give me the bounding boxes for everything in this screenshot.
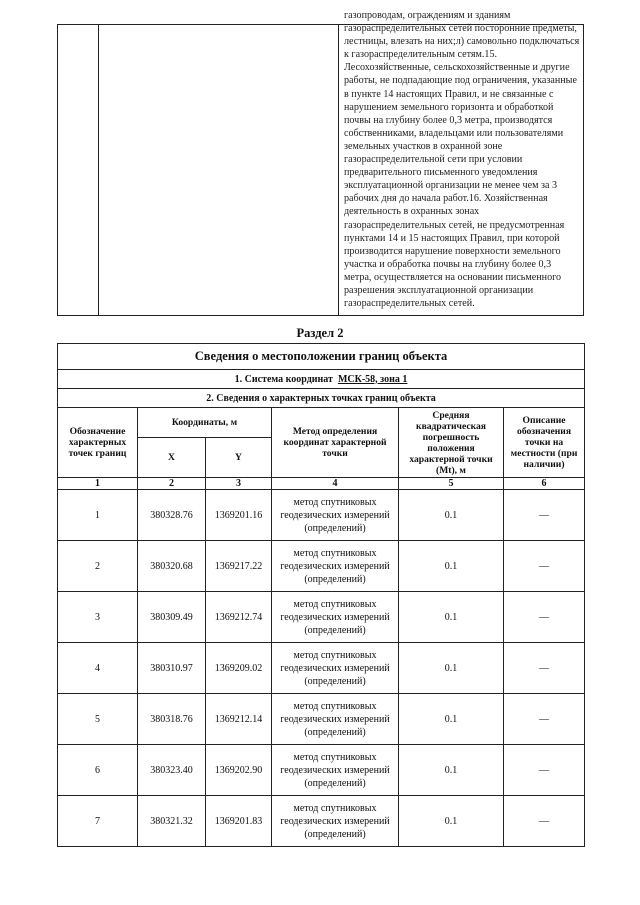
point-description: — [504,796,585,847]
point-accuracy: 0.1 [399,796,504,847]
point-x: 380309.49 [138,592,206,643]
point-accuracy: 0.1 [399,745,504,796]
point-id: 6 [58,745,138,796]
point-id: 2 [58,541,138,592]
header-description: Описание обозначения точки на местности (при наличии) [504,408,585,478]
point-x: 380320.68 [138,541,206,592]
point-x: 380321.32 [138,796,206,847]
point-id: 3 [58,592,138,643]
coordinate-system-row [58,370,585,389]
column-numbers-row [58,478,585,490]
table-row [58,694,585,745]
point-y: 1369201.83 [206,796,272,847]
point-y: 1369212.14 [206,694,272,745]
column-divider [98,25,99,315]
points-heading: 2. Сведения о характерных точках границ объекта [58,389,585,408]
coordinate-system-label: 1. Система координат [234,373,333,385]
point-accuracy: 0.1 [399,643,504,694]
table-row [58,643,585,694]
point-y: 1369202.90 [206,745,272,796]
restrictions-text: газопроводам, ограждениям и зданиям газораспределительных сетей посторонние предметы, лестницы, влезать на них;л) самовольно подключаться к газораспределительным сетям.15. Лесохозяйственные, сельскохозяйственные и другие работы, не подпадающие под ограничения, указанные в пункте 14 настоящих Правил, и не связанные с нарушением земельного горизонта и обработкой почвы на глубину более 0,3 метра, производятся собственниками, владельцами или пользователями земельных участков в охранной зоне газораспределительной сети при условии предварительного письменного уведомления эксплуатационной организации не менее чем за 3 рабочих дня до начала работ.16. Хозяйственная деятельность в охранных зонах газораспределительных сетей, не предусмотренная пунктами 14 и 15 настоящих Правил, при которой производится нарушение поверхности земельного участка и обработка почвы на глубину более 0,3 метра, осуществляется на основании письменного разрешения эксплуатационной организации газораспределительных сетей. [344,10,580,310]
column-number: 6 [504,478,585,490]
point-id: 5 [58,694,138,745]
point-x: 380310.97 [138,643,206,694]
point-id: 1 [58,490,138,541]
point-accuracy: 0.1 [399,592,504,643]
table-row [58,490,585,541]
header-y: Y [206,438,272,478]
point-method: метод спутниковых геодезических измерений (определений) [272,643,399,694]
point-description: — [504,694,585,745]
point-accuracy: 0.1 [399,490,504,541]
section-title: Раздел 2 [296,326,344,340]
table-row [58,541,585,592]
point-method: метод спутниковых геодезических измерений (определений) [272,541,399,592]
point-method: метод спутниковых геодезических измерений (определений) [272,490,399,541]
point-description: — [504,541,585,592]
point-accuracy: 0.1 [399,541,504,592]
header-x: X [138,438,206,478]
point-description: — [504,745,585,796]
column-divider [338,25,339,315]
point-y: 1369201.16 [206,490,272,541]
table-title: Сведения о местоположении границ объекта [58,344,585,370]
table-row [58,745,585,796]
point-x: 380318.76 [138,694,206,745]
column-number: 4 [272,478,399,490]
coordinate-system-value: МСК-58, зона 1 [337,373,408,385]
point-y: 1369217.22 [206,541,272,592]
column-number: 3 [206,478,272,490]
point-accuracy: 0.1 [399,694,504,745]
column-number: 2 [138,478,206,490]
point-description: — [504,490,585,541]
header-method: Метод определения координат характерной точки [272,408,399,478]
header-coordinates: Координаты, м [138,408,272,438]
boundary-points-table [57,343,585,847]
table-row [58,592,585,643]
header-designation: Обозначение характерных точек границ [58,408,138,478]
point-method: метод спутниковых геодезических измерений (определений) [272,745,399,796]
point-x: 380323.40 [138,745,206,796]
column-number: 1 [58,478,138,490]
point-y: 1369209.02 [206,643,272,694]
point-method: метод спутниковых геодезических измерений (определений) [272,592,399,643]
header-accuracy: Средняя квадратическая погрешность положения характерной точки (Mt), м [399,408,504,478]
point-method: метод спутниковых геодезических измерений (определений) [272,694,399,745]
point-id: 4 [58,643,138,694]
column-number: 5 [399,478,504,490]
table-row [58,796,585,847]
point-method: метод спутниковых геодезических измерений (определений) [272,796,399,847]
point-id: 7 [58,796,138,847]
point-description: — [504,592,585,643]
point-description: — [504,643,585,694]
point-x: 380328.76 [138,490,206,541]
point-y: 1369212.74 [206,592,272,643]
